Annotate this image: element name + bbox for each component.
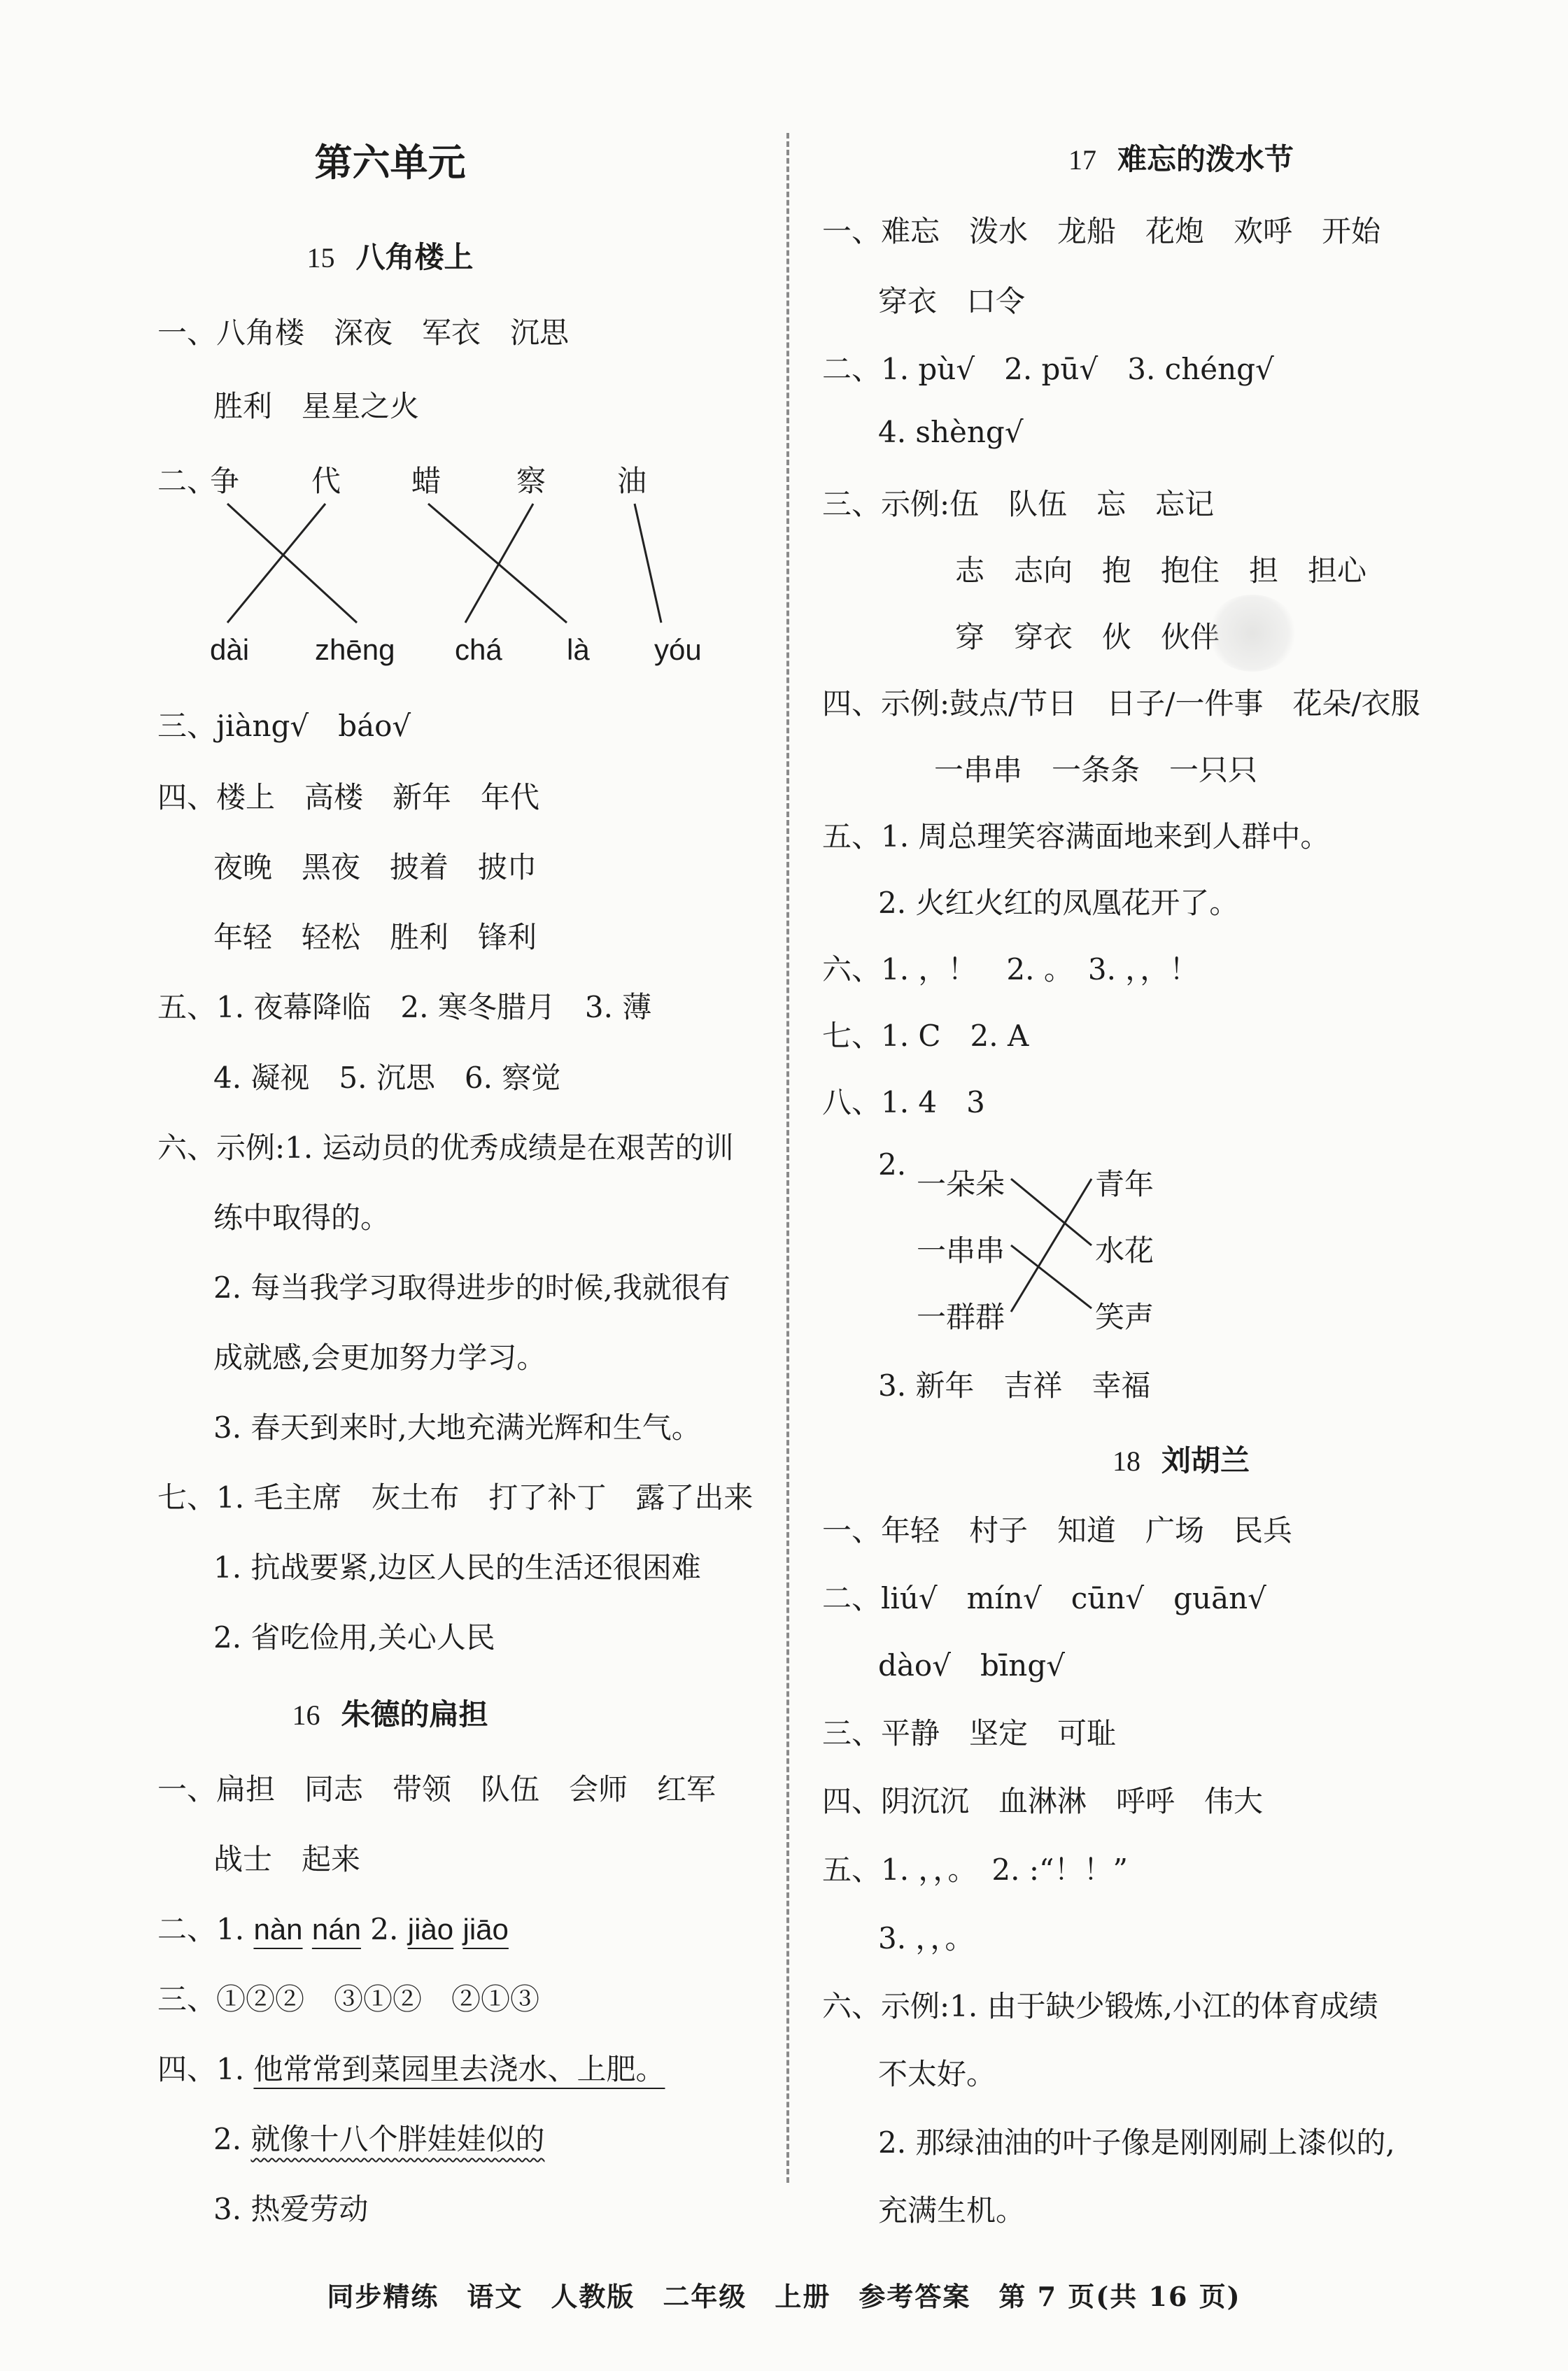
q4-prefix: 四、1. <box>157 2052 254 2086</box>
l17-q8-right-item: 笑声 <box>1095 1300 1154 1334</box>
l15-q2-pinyin: chá <box>455 633 502 666</box>
q4-2-prefix: 2. <box>213 2122 251 2156</box>
l18-q3: 三、平静 坚定 可耻 <box>822 1716 1117 1750</box>
l17-q8-line1: 八、1. 4 3 <box>822 1085 985 1119</box>
l17-q8-left-item: 一串串 <box>917 1233 1005 1268</box>
lesson-number: 17 <box>1068 144 1096 176</box>
l16-q2 <box>157 1906 509 1948</box>
l18-q1: 一、年轻 村子 知道 广场 民兵 <box>822 1513 1293 1548</box>
l15-q2-pinyin: là <box>567 633 590 666</box>
l18-q2-line1: 二、liú√ mín√ cūn√ guān√ <box>822 1581 1266 1615</box>
lesson-name: 刘胡兰 <box>1161 1443 1250 1478</box>
lesson-18-title <box>794 1438 1568 1480</box>
l15-q6-line4: 成就感,会更加努力学习。 <box>213 1340 546 1375</box>
l15-q7-line3: 2. 省吃俭用,关心人民 <box>213 1620 495 1655</box>
l17-q8-right-item: 水花 <box>1095 1233 1154 1268</box>
l15-q2-char: 代 <box>311 464 341 498</box>
l17-q2-line2: 4. shèng√ <box>878 415 1024 449</box>
l15-q2-pinyin: yóu <box>654 633 702 666</box>
l15-q5-line2: 4. 凝视 5. 沉思 6. 察觉 <box>213 1061 561 1095</box>
l15-q6-line3: 2. 每当我学习取得进步的时候,我就很有 <box>213 1271 730 1305</box>
l18-q6-line3: 2. 那绿油油的叶子像是刚刚刷上漆似的, <box>878 2125 1395 2160</box>
underlined-answer: 他常常到菜园里去浇水、上肥。 <box>253 2052 665 2086</box>
wavy-underlined-answer: 就像十八个胖娃娃似的 <box>250 2122 545 2156</box>
l15-q2-char: 察 <box>516 464 546 498</box>
l15-q3: 三、jiàng√ báo√ <box>157 709 411 743</box>
l17-q2-line1: 二、1. pù√ 2. pū√ 3. chéng√ <box>822 352 1274 386</box>
l15-q4-line1: 四、楼上 高楼 新年 年代 <box>157 780 540 814</box>
l18-q4: 四、阴沉沉 血淋淋 呼呼 伟大 <box>822 1784 1264 1818</box>
l15-q2-char: 油 <box>617 464 647 498</box>
l17-q8-left-item: 一群群 <box>917 1300 1005 1334</box>
page-footer: 同步精练 语文 人教版 二年级 上册 参考答案 第 7 页(共 16 页) <box>327 2281 1241 2312</box>
l15-q5-line1: 五、1. 夜幕降临 2. 寒冬腊月 3. 薄 <box>157 990 652 1024</box>
l17-q3-line1: 三、示例:伍 队伍 忘 忘记 <box>822 487 1215 521</box>
l16-q1-line2: 战士 起来 <box>213 1842 361 1876</box>
l17-q4-line2: 一串串 一条条 一只只 <box>934 753 1258 787</box>
l18-q5-line1: 五、1. ，，。 2. :“！！” <box>822 1853 1128 1887</box>
l15-q2-char: 蜡 <box>411 464 442 498</box>
l17-q1-line2: 穿衣 口令 <box>878 284 1026 318</box>
l18-q6-line4: 充满生机。 <box>878 2193 1026 2228</box>
l15-q2-pinyin: dài <box>210 633 250 666</box>
l17-q1-line1: 一、难忘 泼水 龙船 花炮 欢呼 开始 <box>822 214 1381 248</box>
l15-q7-line1: 七、1. 毛主席 灰土布 打了补丁 露了出来 <box>157 1480 754 1515</box>
l17-q5-line2: 2. 火红火红的凤凰花开了。 <box>878 886 1239 920</box>
l17-q8-left-item: 一朵朵 <box>917 1167 1005 1201</box>
lesson-number: 16 <box>292 1699 320 1731</box>
l17-q4-line1: 四、示例:鼓点/节日 日子/一件事 花朵/衣服 <box>822 686 1420 721</box>
unit-title: 第六单元 <box>314 141 466 185</box>
l17-q5-line1: 五、1. 周总理笑容满面地来到人群中。 <box>822 819 1330 854</box>
l15-q4-line2: 夜晚 黑夜 披着 披巾 <box>213 850 537 884</box>
q2-mid: 2. <box>360 1912 408 1946</box>
l15-q1-line1: 一、八角楼 深夜 军衣 沉思 <box>157 316 570 350</box>
l16-q1-line1: 一、扁担 同志 带领 队伍 会师 红军 <box>157 1772 716 1806</box>
l15-q6-line2: 练中取得的。 <box>213 1201 390 1235</box>
l16-q4-line3: 3. 热爱劳动 <box>213 2192 369 2226</box>
lesson-number: 18 <box>1112 1445 1140 1477</box>
l18-q6-line1: 六、示例:1. 由于缺少锻炼,小江的体育成绩 <box>822 1989 1378 2023</box>
l18-q6-line2: 不太好。 <box>878 2057 996 2091</box>
l16-q3: 三、①②② ③①② ②①③ <box>157 1982 540 2016</box>
pinyin-answer: nán <box>311 1913 361 1946</box>
l15-q1-line2: 胜利 星星之火 <box>213 389 420 423</box>
l18-q2-line2: dào√ bīng√ <box>878 1648 1065 1683</box>
l18-q5-line2: 3. ，，。 <box>878 1921 975 1955</box>
l17-q7: 七、1. C 2. A <box>822 1019 1029 1053</box>
pinyin-answer: jiāo <box>462 1913 509 1946</box>
l15-q6-line5: 3. 春天到来时,大地充满光辉和生气。 <box>213 1410 701 1445</box>
q2-prefix: 二、1. <box>157 1912 254 1946</box>
lesson-name: 朱德的扁担 <box>341 1697 488 1732</box>
pinyin-answer: nàn <box>253 1913 303 1946</box>
l17-q8-line3: 3. 新年 吉祥 幸福 <box>878 1368 1151 1403</box>
l16-q4-line1 <box>157 2046 665 2088</box>
lesson-number: 15 <box>306 242 335 274</box>
l15-q4-line3: 年轻 轻松 胜利 锋利 <box>213 920 537 954</box>
l17-q3-line2: 志 志向 抱 抱住 担 担心 <box>955 553 1367 588</box>
l17-q6: 六、1. ，！ 2. 。 3. ，，！ <box>822 952 1199 986</box>
l15-q2-pinyin: zhēng <box>315 633 395 666</box>
l15-q7-line2: 1. 抗战要紧,边区人民的生活还很困难 <box>213 1550 701 1585</box>
l17-q8-right-item: 青年 <box>1095 1167 1154 1201</box>
l17-q8-2-label: 2. <box>878 1147 907 1182</box>
l15-q2-label: 二、 <box>157 464 217 498</box>
l15-q6-line1: 六、示例:1. 运动员的优秀成绩是在艰苦的训 <box>157 1131 734 1165</box>
l16-q4-line2 <box>213 2116 544 2158</box>
l17-q3-line3: 穿 穿衣 伙 伙伴 <box>955 620 1220 654</box>
pinyin-answer: jiào <box>407 1913 454 1946</box>
lesson-name: 难忘的泼水节 <box>1117 142 1294 176</box>
lesson-16-title <box>0 1692 780 1734</box>
l15-q2-char: 争 <box>210 464 240 498</box>
lesson-name: 八角楼上 <box>355 240 474 274</box>
